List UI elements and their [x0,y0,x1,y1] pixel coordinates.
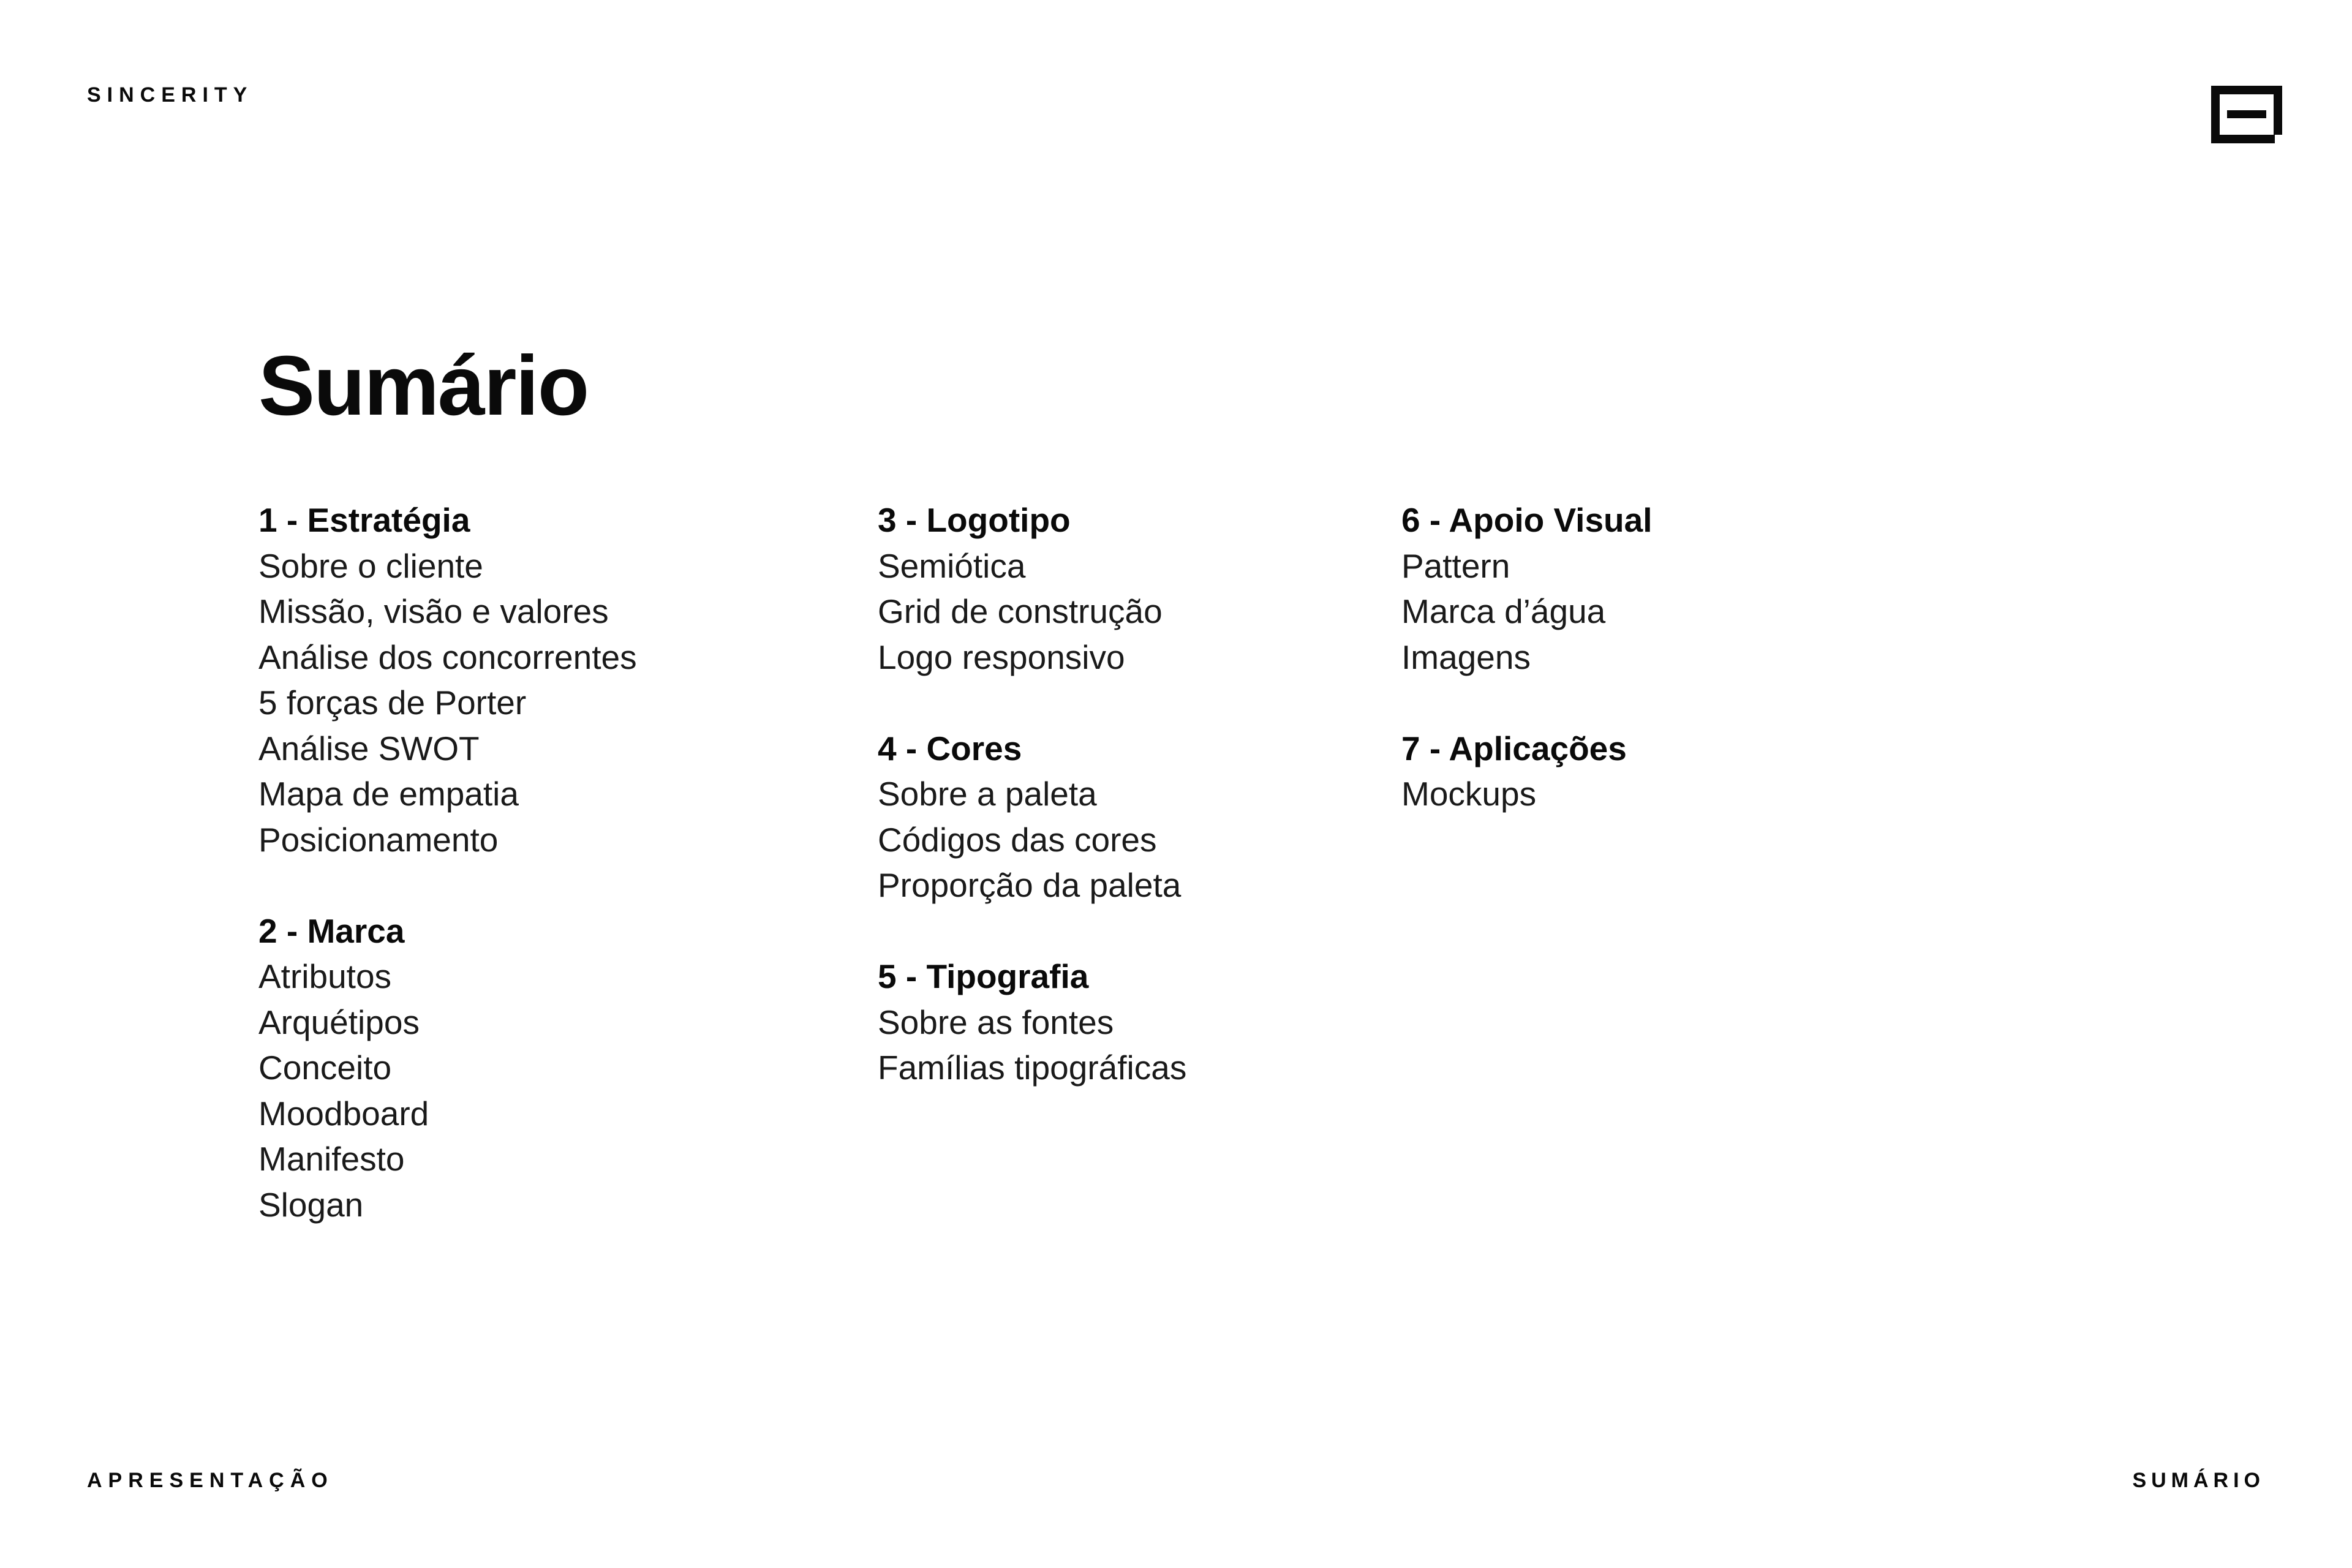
toc-item[interactable]: Pattern [1401,546,1510,585]
toc-item[interactable]: Arquétipos [258,1003,420,1041]
sincerity-monogram-icon [2211,86,2282,143]
toc-section-heading[interactable]: 4 - Cores [878,729,1022,767]
toc-section [1401,726,1653,817]
toc-item[interactable]: Imagens [1401,638,1531,676]
page-title: Sumário [258,339,589,433]
toc-section-heading[interactable]: 3 - Logotipo [878,501,1071,539]
toc-section-heading[interactable]: 5 - Tipografia [878,957,1089,995]
toc-section [878,954,1186,1091]
toc-section [258,497,637,862]
toc-column-2 [878,497,1186,1091]
toc-item[interactable]: Análise dos concorrentes [258,638,637,676]
footer-section-label: APRESENTAÇÃO [87,1469,334,1492]
toc-item[interactable]: Missão, visão e valores [258,592,609,630]
toc-item[interactable]: Mapa de empatia [258,775,519,813]
toc-item[interactable]: Slogan [258,1185,364,1224]
toc-section-heading[interactable]: 7 - Aplicações [1401,729,1627,767]
toc-item[interactable]: Sobre o cliente [258,546,483,585]
toc-item[interactable]: Grid de construção [878,592,1163,630]
toc-section-heading[interactable]: 1 - Estratégia [258,501,470,539]
toc-item[interactable]: Análise SWOT [258,729,480,767]
toc-item[interactable]: Manifesto [258,1140,405,1178]
toc-item[interactable]: Moodboard [258,1094,429,1133]
toc-section-heading[interactable]: 2 - Marca [258,911,405,950]
toc-section [1401,497,1653,680]
toc-item[interactable]: Sobre as fontes [878,1003,1114,1041]
toc-item[interactable]: Códigos das cores [878,820,1157,859]
toc-item[interactable]: Semiótica [878,546,1026,585]
toc-item[interactable]: Atributos [258,957,392,995]
toc-column-3 [1401,497,1653,817]
toc-section [258,908,637,1228]
toc-item[interactable]: 5 forças de Porter [258,684,527,722]
toc-item[interactable]: Proporção da paleta [878,866,1182,904]
toc-section-heading[interactable]: 6 - Apoio Visual [1401,501,1653,539]
toc-item[interactable]: Sobre a paleta [878,775,1097,813]
toc-item[interactable]: Famílias tipográficas [878,1049,1187,1087]
footer-page-label: SUMÁRIO [2132,1469,2265,1492]
toc-section [878,726,1186,908]
toc-item[interactable]: Logo responsivo [878,638,1125,676]
toc-item[interactable]: Posicionamento [258,820,499,859]
toc-item[interactable]: Conceito [258,1049,392,1087]
toc-section [878,497,1186,680]
toc-column-1 [258,497,637,1227]
brand-name: SINCERITY [87,83,254,107]
toc-item[interactable]: Mockups [1401,775,1537,813]
toc-item[interactable]: Marca d’água [1401,592,1606,630]
